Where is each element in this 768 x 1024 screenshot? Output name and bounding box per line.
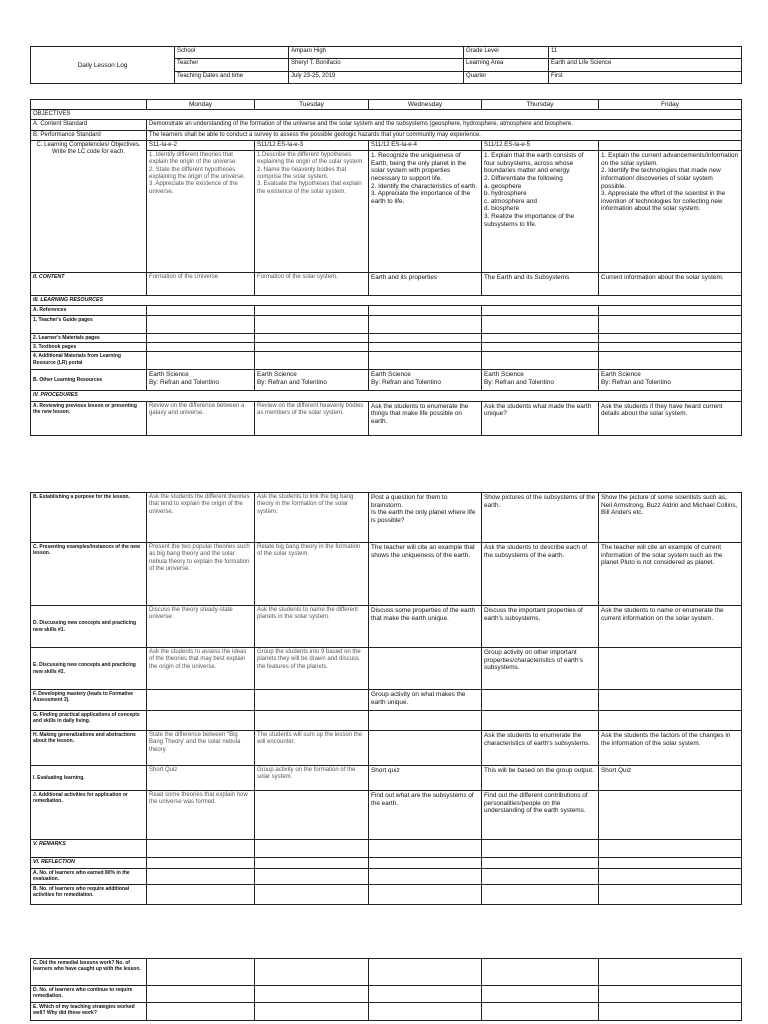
learning-area-value: Earth and Life Science [549,59,742,71]
procedure-j-label: J. Additional activities for application or remediation. [31,791,147,840]
procedure-h-wednesday [369,731,482,766]
procedure-a-friday: Ask the students if they have heard current details about the solar system. [599,401,742,435]
content-friday: Current information about the solar system. [599,273,742,296]
procedure-e-wednesday [369,648,482,690]
procedure-d-tuesday: Ask the students to name the different planets in the solar system. [255,606,369,648]
procedure-j-tuesday [255,791,369,840]
procedure-a-tuesday: Review on the different heavenly bodies as members of the solar system. [255,401,369,435]
day-header-friday: Friday [599,100,742,110]
procedure-g-label: G. Finding practical applications of concepts and skills in daily living. [31,711,147,731]
learners-materials-label: 2. Learner's Materials pages [31,333,147,342]
procedure-j-thursday: Find out the different contributions of personalities/people on the understanding of the earth systems. [482,791,599,840]
procedure-e-thursday: Group activity on other important properties/characteristics of earth's subsystems. [482,648,599,690]
objectives-heading: OBJECTIVES [31,110,742,120]
additional-materials-label: 4. Additional Materials from Learning Resource (LR) portal [31,352,147,370]
school-value: Amparo High [289,47,464,59]
procedure-h-label: H. Making generalizations and abstractions about the lesson. [31,731,147,766]
lc-code-friday [599,140,742,150]
performance-standard-label: B. Performance Standard [31,130,147,140]
procedure-h-thursday: Ask the students to enumerate the characteristics of earth's subsystems. [482,731,599,766]
learning-area-label: Learning Area [464,59,549,71]
teacher-value: Sheryl T. Bonifacio [289,59,464,71]
procedure-i-label: I. Evaluating learning. [31,766,147,791]
procedures-heading: IV. PROCEDURES [31,391,742,401]
competencies-label: C. Learning Competencies/ Objectives. Write the LC code for each. [31,140,147,272]
grade-level-value: 11 [549,47,742,59]
procedure-a-label: A. Reviewing previous lesson or presenting the new lesson. [31,401,147,435]
competency-wednesday: 1. Recognize the uniqueness of Earth, being the only planet in the solar system with properties necessary to support life. 2. Identify the characteristics of earth. 3. Appreciate the importance of the earth to life. [369,151,482,273]
procedure-c-wednesday: The teacher will cite an example that shows the uniqueness of the earth. [369,543,482,606]
procedure-b-label: B. Establishing a purpose for the lesson. [31,493,147,543]
lc-code-thursday: S11/12 ES-Ia-e-5 [482,140,599,150]
other-resources-tuesday: Earth Science By: Refran and Tolentino [255,370,369,391]
content-label: II. CONTENT [31,273,147,296]
header-table [30,46,742,84]
day-header-thursday: Thursday [482,100,599,110]
procedure-h-tuesday: The students will sum up the lesson the will encounter. [255,731,369,766]
content-monday: Formation of the Universe [147,273,255,296]
school-label: School [175,47,289,59]
competency-friday: 1. Explain the current advancements/information on the solar system. 2. Identify the technologies that made new information/ discoveries of solar system possible. 3. Appreciate the effort of the scientist in the invention of technologies for collecting new information about the solar system. [599,151,742,273]
reflection-c-label: C. Did the remedial lessons work? No. of learners who have caught up with the lesson. [31,959,147,986]
teaching-dates-value: July 23-25, 2019 [289,71,464,83]
other-resources-friday: Earth Science By: Refran and Tolentino [599,370,742,391]
procedure-i-thursday: This will be based on the group output. [482,766,599,791]
other-resources-monday: Earth Science By: Refran and Tolentino [147,370,255,391]
procedure-f-tuesday [255,690,369,711]
other-resources-wednesday: Earth Science By: Refran and Tolentino [369,370,482,391]
references-label: A. References [31,306,147,315]
procedure-b-monday: Ask the students the different theories that tend to explain the origin of the universe. [147,493,255,543]
procedure-f-label: F. Developing mastery (leads to Formative Assessment 3). [31,690,147,711]
procedure-b-wednesday: Post a question for them to brainstorm. Is the earth the only planet where life is possible? [369,493,482,543]
procedure-a-thursday: Ask the students what made the earth unique? [482,401,599,435]
procedure-c-thursday: Ask the students to describe each of the subsystems of the earth. [482,543,599,606]
day-header-tuesday: Tuesday [255,100,369,110]
procedure-d-thursday: Discuss the important properties of earth's subsystems. [482,606,599,648]
procedure-e-label: E. Discussing new concepts and practicing new skills #2. [31,648,147,690]
procedure-f-friday [599,690,742,711]
lc-code-tuesday: S11/12 ES-Ia-e-3 [255,140,369,150]
reflection-a-label: A. No. of learners who earned 80% in the evaluation. [31,869,147,885]
procedure-b-friday: Show the picture of some scientists such as, Neil Armstrong, Buzz Aldrin and Michael Collins, Bill Anders etc. [599,493,742,543]
procedure-f-wednesday: Group activity on what makes the earth unique. [369,690,482,711]
other-resources-label: B. Other Learning Resources [31,370,147,391]
procedure-j-wednesday: Find out what are the subsystems of the earth. [369,791,482,840]
reflection-b-label: B. No. of learners who require additional activities for remediation. [31,884,147,904]
procedure-c-label: C. Presenting examples/instances of the new lesson. [31,543,147,606]
textbook-pages-label: 3. Textbook pages [31,343,147,352]
procedure-a-wednesday: Ask the students to enumerate the things that make life possible on earth. [369,401,482,435]
teacher-label: Teacher [175,59,289,71]
procedure-d-wednesday: Discuss some properties of the earth that make the earth unique. [369,606,482,648]
procedure-i-wednesday: Short quiz [369,766,482,791]
reflection-d-label: D. No. of learners who continue to require remediation. [31,986,147,1003]
lesson-table-part-2 [30,492,742,905]
lc-code-monday: S11-Ia-e-2 [147,140,255,150]
reflection-e-label: E. Which of my teaching strategies worked well? Why did these work? [31,1003,147,1021]
procedure-i-tuesday: Group activity on the formation of the solar system. [255,766,369,791]
procedure-j-friday [599,791,742,840]
day-header-monday: Monday [147,100,255,110]
quarter-value: First [549,71,742,83]
lesson-table-part-1 [30,99,742,436]
procedure-f-monday [147,690,255,711]
procedure-e-friday [599,648,742,690]
day-header-wednesday: Wednesday [369,100,482,110]
procedure-i-monday: Short Quiz [147,766,255,791]
procedure-f-thursday [482,690,599,711]
content-tuesday: Formation of the solar system. [255,273,369,296]
procedure-e-monday: Ask the students to assess the ideas of the theories that may best explain the origin of the universe. [147,648,255,690]
procedure-c-tuesday: Relate big bang theory in the formation of the solar system. [255,543,369,606]
content-wednesday: Earth and its properties [369,273,482,296]
procedure-d-monday: Discuss the theory steady-state universe. [147,606,255,648]
procedure-c-monday: Present the two popular theories such as big bang theory and the solar nebula theory to explain the formation of the universe. [147,543,255,606]
performance-standard-value: The learners shall be able to conduct a survey to assess the possible geologic hazards that your community may experience. [147,130,742,140]
teachers-guide-label: 1. Teacher's Guide pages [31,315,147,333]
procedure-e-tuesday: Group the students into 9 based on the planets they will be drawn and discuss the features of the planets. [255,648,369,690]
grade-level-label: Grade Level [464,47,549,59]
lesson-table-part-3 [30,958,742,1021]
content-standard-label: A. Content Standard [31,120,147,130]
procedure-j-monday: Read some theories that explain how the universe was formed. [147,791,255,840]
competency-thursday: 1. Explain that the earth consists of four subsystems, across whose boundaries matter and energy. 2. Differentiate the following a. geosphere b. hydrosphere c. atmosphere and d. biosphere 3. Realize the importance of the subsystems to life. [482,151,599,273]
content-thursday: The Earth and its Subsystems [482,273,599,296]
quarter-label: Quarter [464,71,549,83]
procedure-b-tuesday: Ask the students to link the big bang theory in the formation of the solar system. [255,493,369,543]
competency-tuesday: 1.Describe the different hypotheses explaining the origin of the solar system. 2. Name the heavenly bodies that comprise the solar system. 3. Evaluate the hypotheses that explain the existence of the solar system. [255,151,369,273]
content-standard-value: Demonstrate an understanding of the formation of the universe and the solar system and the subsystems (geosphere, hydrosphere, atmosphere and biosphere. [147,120,742,130]
reflection-label: VI. REFLECTION [31,858,147,869]
other-resources-thursday: Earth Science By: Refran and Tolentino [482,370,599,391]
teaching-dates-label: Teaching Dates and time [175,71,289,83]
procedure-d-label: D. Discussing new concepts and practicing new skills #1. [31,606,147,648]
procedure-i-friday: Short Quiz [599,766,742,791]
procedure-h-monday: State the difference between "Big Bang Theory' and the solar nebula theory. [147,731,255,766]
lc-code-wednesday: S11/12 ES-Ia-e-4 [369,140,482,150]
procedure-c-friday: The teacher will cite an example of current information of the solar system such as the planet Pluto is not considered as planet. [599,543,742,606]
learning-resources-heading: III. LEARNING RESOURCES [31,296,742,306]
competency-monday: 1. Identify different theories that explain the origin of the universe. 2. State the different hypotheses explaining the origin of the universe. 3. Appreciate the existence of the universe. [147,151,255,273]
remarks-label: V. REMARKS [31,840,147,858]
procedure-h-friday: Ask the students the factors of the changes in the information of the solar system. [599,731,742,766]
procedure-a-monday: Review on the difference between a galaxy and universe. [147,401,255,435]
procedure-b-thursday: Show pictures of the subsystems of the earth. [482,493,599,543]
procedure-d-friday: Ask the students to name or enumerate the current information on the solar system. [599,606,742,648]
document-title: Daily Lesson Log [31,47,175,84]
